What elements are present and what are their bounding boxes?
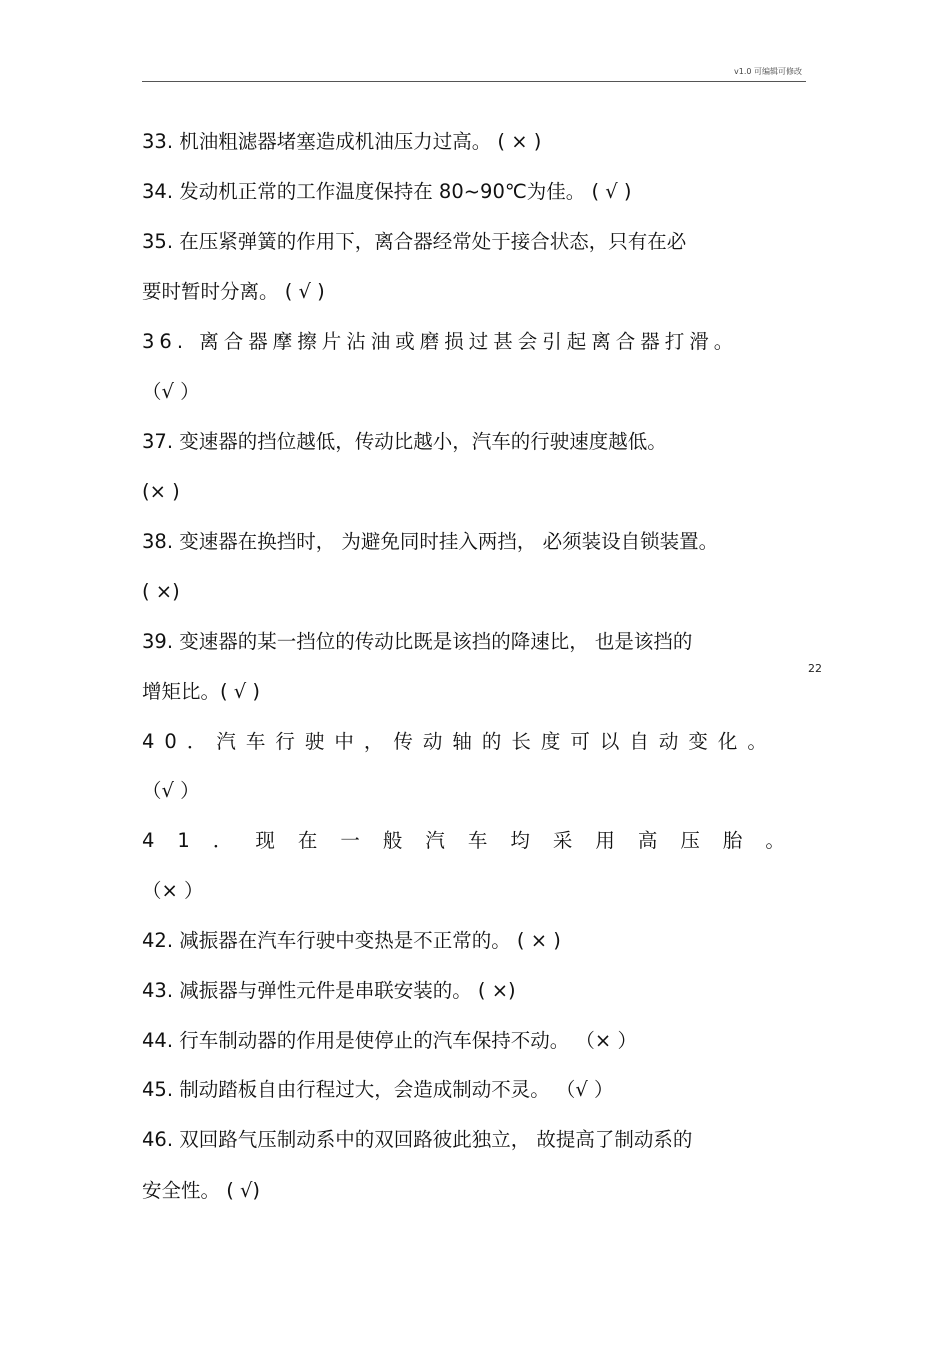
question-35: 35. 在压紧弹簧的作用下，离合器经常处于接合状态，只有在必	[142, 230, 687, 253]
question-41-answer: （× ）	[142, 879, 204, 902]
page-number: 22	[808, 662, 822, 675]
question-39-cont: 增矩比。( √ )	[142, 680, 261, 703]
question-36: 36. 离合器摩擦片沾油或磨损过甚会引起离合器打滑。	[142, 330, 739, 353]
question-41: 41．现在一般汽车均采用高压胎。	[142, 829, 808, 852]
question-36-answer: （√ ）	[142, 380, 200, 403]
header-version-text: v1.0 可编辑可修改	[734, 67, 802, 76]
question-37: 37. 变速器的挡位越低，传动比越小，汽车的行驶速度越低。	[142, 430, 667, 453]
question-38-answer: ( ×)	[142, 580, 180, 603]
question-45: 45. 制动踏板自由行程过大，会造成制动不灵。 （√ ）	[142, 1078, 614, 1101]
question-34: 34. 发动机正常的工作温度保持在 80~90℃为佳。 ( √ )	[142, 180, 632, 203]
question-42: 42. 减振器在汽车行驶中变热是不正常的。 ( × )	[142, 929, 561, 952]
question-38: 38. 变速器在换挡时， 为避免同时挂入两挡， 必须装设自锁装置。	[142, 530, 719, 553]
question-33: 33. 机油粗滤器堵塞造成机油压力过高。 ( × )	[142, 130, 542, 153]
question-46-cont: 安全性。 ( √)	[142, 1179, 261, 1202]
question-40-answer: （√ ）	[142, 779, 200, 802]
question-40: 40．汽车行驶中，传动轴的长度可以自动变化。	[142, 730, 777, 753]
question-35-cont: 要时暂时分离。 ( √ )	[142, 280, 325, 303]
question-43: 43. 减振器与弹性元件是串联安装的。 ( ×)	[142, 979, 516, 1002]
question-39: 39. 变速器的某一挡位的传动比既是该挡的降速比， 也是该挡的	[142, 630, 693, 653]
header-rule	[142, 81, 806, 82]
question-46: 46. 双回路气压制动系中的双回路彼此独立， 故提高了制动系的	[142, 1128, 693, 1151]
question-44: 44. 行车制动器的作用是使停止的汽车保持不动。 （× ）	[142, 1029, 637, 1052]
question-37-answer: (× )	[142, 480, 180, 503]
